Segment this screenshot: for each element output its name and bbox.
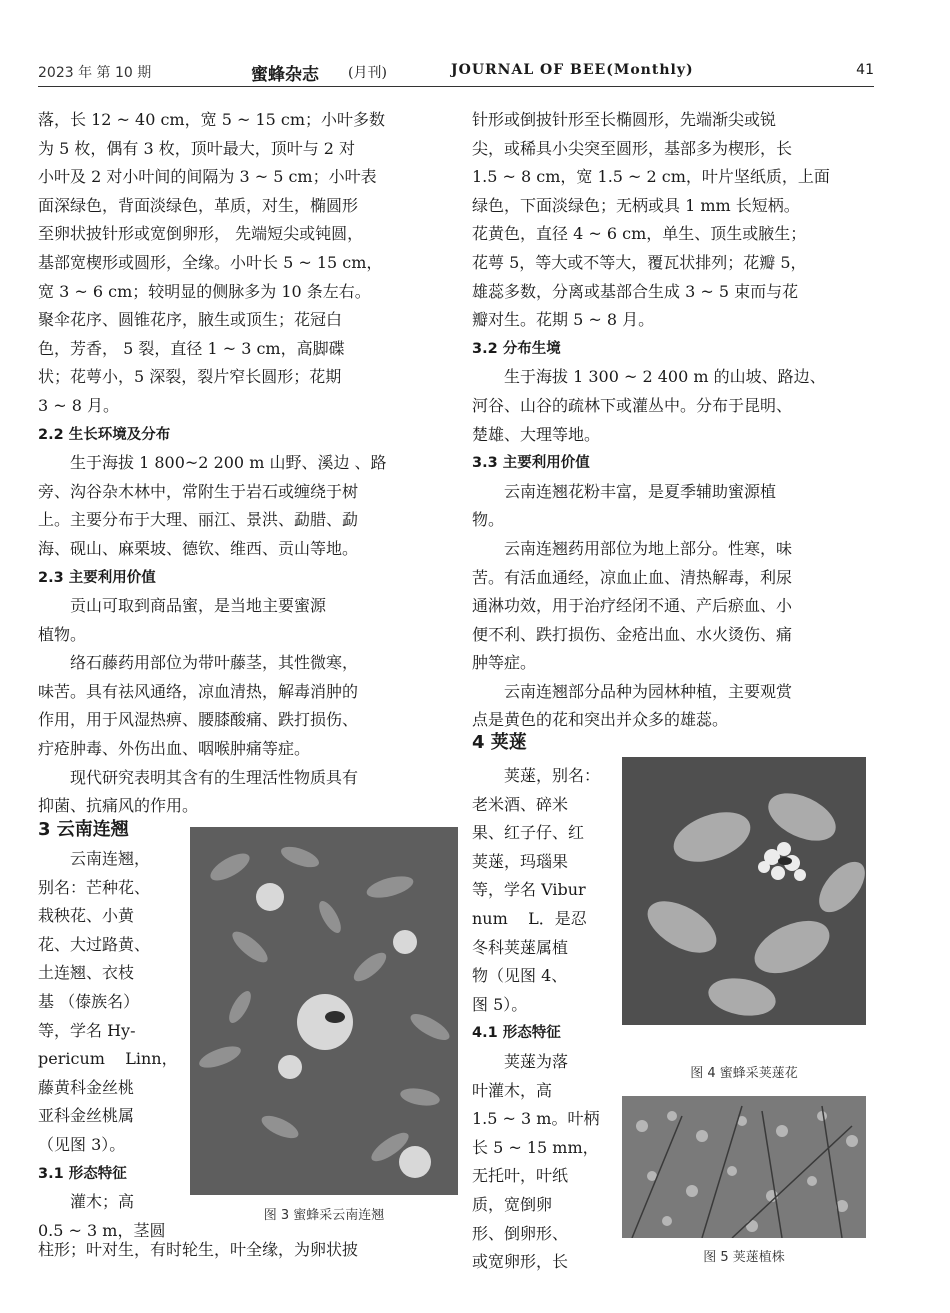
section-4-1-paragraph (472, 1048, 612, 1277)
journal-name-en: JOURNAL OF BEE(Monthly) (451, 62, 694, 78)
text-line: 基 （傣族名） (38, 991, 140, 1011)
section-3-1-continued-paragraph (472, 106, 874, 335)
section-3-3-paragraph-2 (472, 535, 874, 678)
section-4-narrow-column (472, 762, 612, 1277)
text-line: 等，学名 Vibur (472, 880, 586, 900)
section-2-3-paragraph-3 (38, 764, 438, 821)
text-line: 状；花萼小，5 深裂，裂片窄长圆形；花期 (38, 367, 342, 387)
section-3-narrow-column (38, 845, 184, 1245)
page-number: 41 (856, 62, 874, 78)
section-3-2-paragraph (472, 363, 874, 449)
header-rule (38, 86, 874, 87)
text-line: 质，宽倒卵 (472, 1194, 553, 1214)
section-2-3-paragraph-1 (38, 592, 438, 649)
figure-3-photo (190, 827, 458, 1195)
text-line: 雄蕊多数，分离或基部合生成 3 ~ 5 束而与花 (472, 281, 799, 301)
text-line: 荚蒾，玛瑙果 (472, 851, 569, 871)
text-line: 疔疮肿毒、外伤出血、咽喉肿痛等症。 (38, 739, 311, 759)
text-line: 0.5 ~ 3 m，茎圆 (38, 1220, 166, 1240)
text-line: 络石藤药用部位为带叶藤茎，其性微寒， (70, 653, 359, 673)
text-line: 别名：芒种花、 (38, 877, 151, 897)
figure-5-photo (622, 1096, 866, 1238)
text-line: 形、倒卵形、 (472, 1223, 569, 1243)
text-line: 土连翘、衣枝 (38, 963, 135, 983)
section-3-intro-paragraph (38, 845, 184, 1160)
text-line: 作用，用于风湿热痹、腰膝酸痛、跌打损伤、 (38, 710, 359, 730)
text-line: 无托叶，叶纸 (472, 1166, 569, 1186)
text-line: 尖，或稀具小尖突至圆形，基部多为楔形，长 (472, 138, 793, 158)
heading-3-1: 3.1 形态特征 (38, 1165, 127, 1182)
text-line: 河谷、山谷的疏林下或灌丛中。分布于昆明、 (472, 395, 793, 415)
text-line: 藤黄科金丝桃 (38, 1077, 135, 1097)
figure-3-caption: 图 3 蜜蜂采云南连翘 (263, 1208, 385, 1223)
text-line: 柱形；叶对生，有时轮生，叶全缘，为卵状披 (38, 1240, 359, 1259)
heading-2-2: 2.2 生长环境及分布 (38, 426, 171, 443)
text-line: （见图 3）。 (38, 1134, 126, 1154)
text-line: 聚伞花序、圆锥花序，腋生或顶生；花冠白 (38, 310, 343, 330)
text-line: 老米酒、碎米 (472, 794, 569, 814)
text-line: 海、砚山、麻栗坡、德钦、维西、贡山等地。 (38, 538, 359, 558)
text-line: 上。主要分布于大理、丽江、景洪、勐腊、勐 (38, 510, 359, 530)
figure-4-caption: 图 4 蜜蜂采荚蒾花 (690, 1066, 798, 1081)
text-line: 云南连翘花粉丰富，是夏季辅助蜜源植 (504, 481, 777, 501)
text-line: 等，学名 Hy- (38, 1020, 136, 1040)
text-line: 宽 3 ~ 6 cm；较明显的侧脉多为 10 条左右。 (38, 281, 371, 301)
text-line: 云南连翘药用部位为地上部分。性寒，味 (504, 538, 793, 558)
text-line: 物（见图 4、 (472, 966, 568, 986)
text-line: 肿等症。 (472, 653, 537, 673)
left-column (38, 106, 438, 821)
section-4-intro-paragraph (472, 762, 612, 1019)
text-line: 落，长 12 ~ 40 cm，宽 5 ~ 15 cm；小叶多数 (38, 110, 386, 129)
text-line: 花黄色，直径 4 ~ 6 cm，单生、顶生或腋生； (472, 224, 807, 244)
heading-3-2: 3.2 分布生境 (472, 340, 561, 357)
text-line: pericum Linn， (38, 1049, 178, 1069)
text-line: 生于海拔 1 800~2 200 m 山野、溪边 、路 (70, 453, 387, 473)
heading-2-3: 2.3 主要利用价值 (38, 569, 156, 586)
viburnum-shrub-photo (622, 1096, 866, 1238)
figure-4-photo (622, 757, 866, 1025)
text-line: 果、红子仔、红 (472, 823, 585, 843)
text-line: 1.5 ~ 8 cm，宽 1.5 ~ 2 cm，叶片坚纸质，上面 (472, 167, 830, 187)
text-line: 灌木；高 (70, 1192, 135, 1212)
text-line: 长 5 ~ 15 mm， (472, 1137, 599, 1157)
text-line: 花、大过路黄、 (38, 934, 151, 954)
heading-4-1: 4.1 形态特征 (472, 1025, 561, 1042)
section-3-3-paragraph-3 (472, 678, 874, 735)
text-line: 栽秧花、小黄 (38, 906, 135, 926)
section-4-heading: 4 荚蒾 (472, 732, 527, 753)
bee-on-viburnum-photo (622, 757, 866, 1025)
section-2-3-paragraph-2 (38, 649, 438, 763)
section-3-3-paragraph-1 (472, 478, 874, 535)
text-line: 植物。 (38, 624, 87, 644)
section-3-1-last-line (38, 1236, 438, 1265)
text-line: 旁、沟谷杂木林中，常附生于岩石或缠绕于树 (38, 481, 359, 501)
text-line: 味苦。具有祛风通络，凉血清热，解毒消肿的 (38, 681, 359, 701)
text-line: 亚科金丝桃属 (38, 1106, 135, 1126)
text-line: 冬科荚蒾属植 (472, 937, 569, 957)
issue-label: 2023 年 第 10 期 (38, 65, 152, 81)
text-line: 为 5 枚，偶有 3 枚，顶叶最大，顶叶与 2 对 (38, 138, 356, 158)
left-intro-paragraph (38, 106, 438, 421)
text-line: 图 5）。 (472, 994, 528, 1014)
text-line: 云南连翘， (70, 849, 151, 868)
text-line: 物。 (472, 510, 505, 530)
monthly-label-cn: (月刊) (348, 65, 387, 81)
text-line: 便不利、跌打损伤、金疮出血、水火烫伤、痛 (472, 624, 793, 644)
text-line: 至卵状披针形或宽倒卵形， 先端短尖或钝圆， (38, 224, 364, 244)
text-line: 色，芳香， 5 裂，直径 1 ~ 3 cm，高脚碟 (38, 338, 345, 358)
bee-on-hypericum-photo (190, 827, 458, 1195)
section-3-heading: 3 云南连翘 (38, 819, 129, 840)
right-column (472, 106, 874, 735)
text-line: num L．是忍 (472, 908, 587, 928)
journal-name-cn: 蜜蜂杂志 (251, 65, 319, 85)
text-line: 叶灌木，高 (472, 1080, 553, 1100)
text-line: 生于海拔 1 300 ~ 2 400 m 的山坡、路边、 (504, 367, 826, 387)
text-line: 通淋功效，用于治疗经闭不通、产后瘀血、小 (472, 596, 793, 616)
running-header (38, 60, 874, 86)
text-line: 瓣对生。花期 5 ~ 8 月。 (472, 310, 655, 330)
text-line: 苦。有活血通经，凉血止血、清热解毒，利尿 (472, 567, 793, 587)
text-line: 花萼 5，等大或不等大，覆瓦状排列；花瓣 5， (472, 252, 807, 272)
text-line: 1.5 ~ 3 m。叶柄 (472, 1109, 600, 1129)
text-line: 现代研究表明其含有的生理活性物质具有 (70, 767, 359, 787)
section-2-2-paragraph (38, 449, 438, 563)
text-line: 贡山可取到商品蜜，是当地主要蜜源 (70, 596, 327, 616)
text-line: 荚蒾为落 (504, 1051, 569, 1071)
figure-5-caption: 图 5 荚蒾植株 (703, 1250, 785, 1265)
text-line: 小叶及 2 对小叶间的间隔为 3 ~ 5 cm；小叶表 (38, 167, 377, 187)
text-line: 绿色，下面淡绿色；无柄或具 1 mm 长短柄。 (472, 195, 800, 215)
text-line: 荚蒾，别名： (504, 766, 601, 785)
text-line: 或宽卵形，长 (472, 1252, 569, 1272)
text-line: 云南连翘部分品种为园林种植，主要观赏 (504, 681, 793, 701)
text-line: 针形或倒披针形至长椭圆形，先端渐尖或锐 (472, 110, 777, 129)
text-line: 基部宽楔形或圆形，全缘。小叶长 5 ~ 15 cm， (38, 252, 383, 272)
text-line: 楚雄、大理等地。 (472, 424, 601, 444)
text-line: 面深绿色，背面淡绿色，革质，对生，椭圆形 (38, 195, 359, 215)
text-line: 3 ~ 8 月。 (38, 395, 120, 415)
text-line: 抑菌、抗痛风的作用。 (38, 796, 199, 816)
heading-3-3: 3.3 主要利用价值 (472, 455, 590, 472)
text-line: 点是黄色的花和突出并众多的雄蕊。 (472, 710, 729, 730)
